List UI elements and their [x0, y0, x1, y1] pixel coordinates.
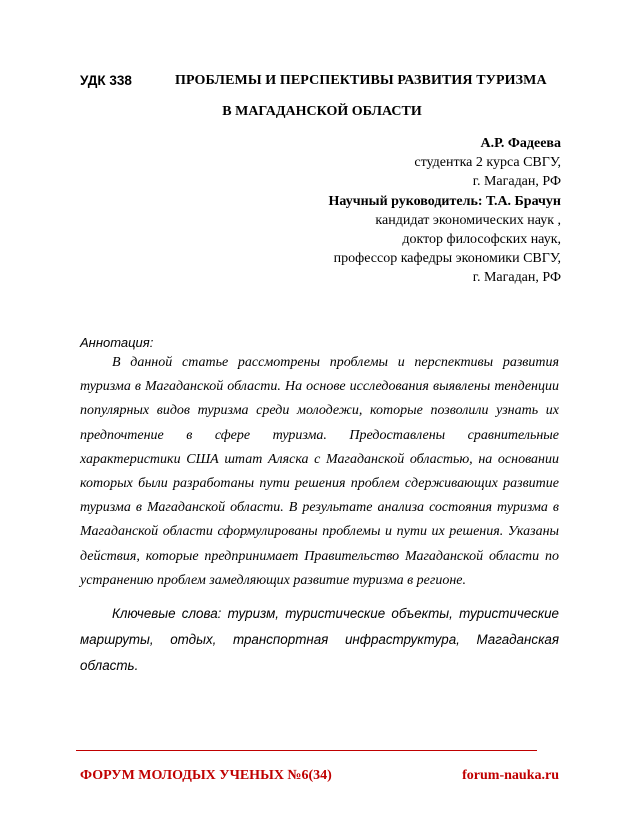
article-title-line-2: В МАГАДАНСКОЙ ОБЛАСТИ [222, 104, 422, 119]
keywords-text: Ключевые слова: туризм, туристические объекты, туристические маршруты, отдых, транспортная инфраструктура, Магаданская область. [80, 606, 559, 673]
abstract-label: Аннотация: [80, 335, 154, 350]
author-affiliation: студентка 2 курса СВГУ, [414, 155, 561, 171]
supervisor-degree-1: кандидат экономических наук , [375, 212, 561, 228]
supervisor-position: профессор кафедры экономики СВГУ, [333, 251, 561, 267]
udk-code: УДК 338 [80, 73, 132, 88]
footer-journal-name: ФОРУМ МОЛОДЫХ УЧЕНЫХ №6(34) [80, 768, 332, 783]
abstract-text: В данной статье рассмотрены проблемы и перспективы развития туризма в Магаданской области. На основе исследования выявлены тенденции популярных видов туризма среди молодежи, которые позволили узнать их предпочтение в сфере туризма. Предоставлены сравнительные характеристики США штат Аляска с Магаданской областью, на основании которых были разработаны пути решения проблем сдерживающих развитие туризма в Магаданской области. В результате анализа состояния туризма в Магаданской области сформулированы проблемы и пути их решения. Указаны действия, которые предпринимает Правительство Магаданской области по устранению проблем замедляющих развитие туризма в регионе. [80, 355, 559, 588]
supervisor-name: Научный руководитель: Т.А. Брачун [328, 193, 561, 209]
author-block [329, 134, 561, 288]
article-title-line-1: ПРОБЛЕМЫ И ПЕРСПЕКТИВЫ РАЗВИТИЯ ТУРИЗМА [175, 73, 547, 88]
footer-divider [76, 750, 537, 751]
supervisor-degree-2: доктор философских наук, [402, 232, 561, 248]
author-name: А.Р. Фадеева [480, 136, 561, 151]
supervisor-location: г. Магадан, РФ [472, 270, 561, 286]
author-location: г. Магадан, РФ [472, 174, 561, 190]
footer-website[interactable]: forum-nauka.ru [462, 768, 559, 783]
